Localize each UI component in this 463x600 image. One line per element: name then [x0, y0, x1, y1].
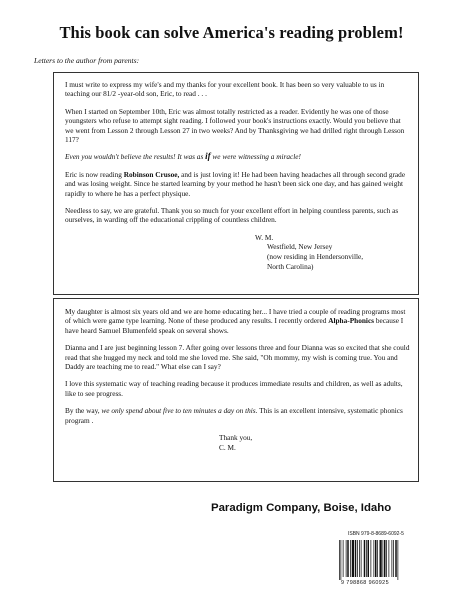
barcode-bar [346, 540, 347, 577]
barcode-bar [357, 540, 358, 577]
barcode-bar [375, 540, 377, 577]
letter2-paragraph-4 [65, 406, 410, 425]
publisher-line: Paradigm Company, Boise, Idaho [211, 502, 392, 514]
letter1-p3-before: Even you wouldn't believe the results! It was as [65, 152, 206, 162]
book-title-robinson-crusoe: Robinson Crusoe, [123, 169, 180, 179]
letter2-paragraph-2: Dianna and I are just beginning lesson 7. After going over lessons three and four Dianna was so excited that she could read that she hugged my neck and told me she loved me. She said, "Oh mommy, my wish is coming true. You and Daddy are teaching me to read." What else can I say? [65, 343, 410, 372]
barcode-bar [398, 540, 399, 580]
barcode-bar [386, 540, 387, 577]
letter1-paragraph-5: Needless to say, we are grateful. Thank you so much for your excellent effort in helping countless parents, such as ourselves, in warding off the educational crippling of countless children. [65, 206, 399, 225]
letter1-p3-if: if [205, 151, 211, 162]
letter1-signature [255, 233, 410, 271]
letter-box-1 [53, 72, 419, 295]
barcode-bar [389, 540, 390, 577]
barcode-bar [341, 540, 342, 580]
letter2-paragraph-3: I love this systematic way of teaching reading because it produces immediate results and children, as well as adults, like to see progress. [65, 379, 403, 398]
barcode-bar [374, 540, 375, 577]
barcode-number: 9 798868 960925 [341, 580, 389, 586]
barcode-bar [361, 540, 362, 577]
letter1-p4-after: and is just loving it! He had been having headaches all through second grade and was losing weight. Since he started learning by your method he hasn't been sick one day, and has gained weight rapidly to where he has a perfect physique. [65, 169, 406, 198]
letter1-sig-city: Westfield, New Jersey [267, 242, 333, 252]
barcode-bar [377, 540, 378, 577]
letter1-p4-before: Eric is now reading [65, 169, 124, 179]
letter1-sig-state: North Carolina) [267, 261, 314, 271]
letter2-p4-italic: we only spend about five to ten minutes a day on this. [101, 406, 258, 416]
letter1-sig-now: (now residing in Hendersonville, [267, 252, 364, 262]
intro-line: Letters to the author from parents: [34, 56, 140, 65]
letter2-p4-before: By the way, [65, 406, 102, 416]
barcode-bar [371, 540, 372, 577]
letter2-paragraph-1 [65, 307, 410, 335]
barcode-bar [368, 540, 370, 577]
barcode-bar [383, 540, 384, 577]
letter1-p3-after: we were witnessing a miracle! [210, 152, 301, 162]
barcode-bar [352, 540, 354, 577]
letter1-sig-initials: W. M. [255, 232, 274, 242]
barcode-bar [392, 540, 393, 577]
letter2-signature [219, 433, 410, 452]
letter2-p4-after: This is an excellent intensive, systematic phonics program . [65, 406, 403, 425]
barcode-bars [333, 540, 421, 580]
barcode-bar [380, 540, 382, 577]
book-title-alpha-phonics: Alpha-Phonics [328, 316, 375, 326]
barcode-bar [343, 540, 344, 577]
barcode-bar [384, 540, 386, 577]
letter-box-2 [53, 298, 419, 482]
letter1-paragraph-1: I must write to express my wife's and my thanks for your excellent book. It has been so very valuable to us in teaching our 81/2 -year-old son, Eric, to read . . . [65, 80, 385, 99]
barcode-bar [339, 540, 340, 580]
letter2-p1-after: because I have heard Samuel Blumenfeld speak on several shows. [65, 316, 404, 335]
barcode-bar [359, 540, 360, 577]
isbn-label: ISBN 979-8-8689-6092-5 [348, 531, 404, 537]
headline: This book can solve America's reading problem! [59, 23, 404, 42]
letter2-sig-thanks: Thank you, [219, 433, 253, 443]
barcode-bar [364, 540, 366, 577]
barcode-bar [347, 540, 349, 577]
barcode-bar [395, 540, 397, 577]
barcode-bar [366, 540, 367, 577]
letter1-paragraph-4 [65, 170, 410, 198]
letter1-paragraph-2: When I started on September 10th, Eric was almost totally restricted as a reader. Evidently he was one of those youngsters who refuse to attempt sight reading. I followed your book's instructions exactly. Would you believe that we went from Lesson 2 through Lesson 27 in two weeks? And by Thanksgiving we had drilled right through Lesson 117? [65, 106, 405, 145]
letter2-p1-before: My daughter is almost six years old and we are home educating her... I have tried a couple of reading programs most of which were game type learning. None of these produced any results. I recently ordered [65, 307, 406, 326]
barcode-bar [393, 540, 394, 577]
letter2-sig-initials: C. M. [219, 442, 236, 452]
barcode-bar [355, 540, 357, 577]
letter1-paragraph-3 [65, 152, 410, 161]
barcode-bar [350, 540, 351, 577]
